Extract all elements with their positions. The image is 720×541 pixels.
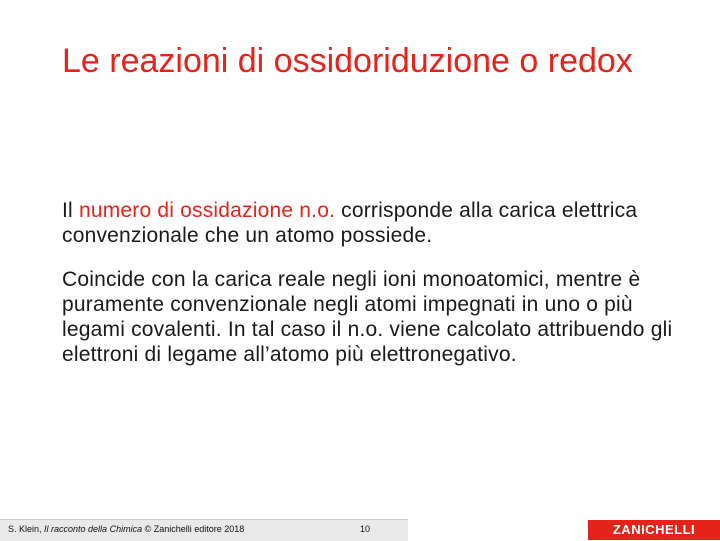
footer-book-title: Il racconto della Chimica [44, 524, 143, 534]
footer-author: S. Klein, [8, 524, 45, 534]
oxidation-number-highlight: numero di ossidazione n.o. [78, 199, 336, 222]
zanichelli-logo: ZANICHELLI [588, 520, 720, 540]
footer-publisher: © Zanichelli editore 2018 [142, 524, 245, 534]
slide-title: Le reazioni di ossidoriduzione o redox [62, 42, 633, 80]
page-number: 10 [360, 524, 371, 534]
p1-prefix: Il [62, 199, 79, 222]
paragraph-oxidation-number [62, 198, 682, 248]
footer-credit [8, 524, 244, 534]
paragraph-explanation: Coincide con la carica reale negli ioni monoatomici, mentre è puramente convenzionale negli atomi impegnati in uno o più legami covalenti. In tal caso il n.o. viene calcolato attribuendo gli elettroni di legame all’atomo più elettronegativo. [62, 268, 673, 366]
p1-suffix: corrisponde alla carica elettrica convenzionale che un atomo possiede. [62, 199, 638, 247]
